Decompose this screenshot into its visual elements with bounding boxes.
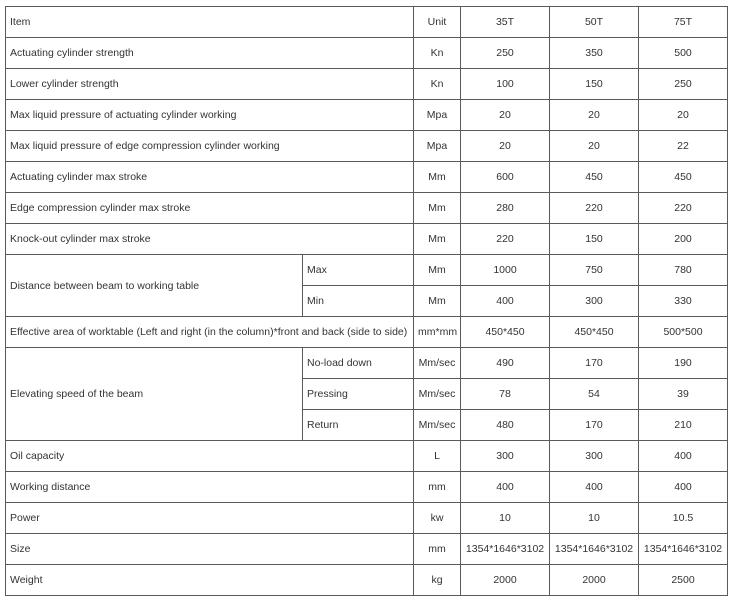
table-row xyxy=(6,100,728,131)
cell-value: 170 xyxy=(550,348,639,379)
row-unit: kg xyxy=(414,565,461,596)
cell-value: 20 xyxy=(461,131,550,162)
header-row xyxy=(6,7,728,38)
cell-value: 400 xyxy=(461,472,550,503)
cell-value: 54 xyxy=(550,379,639,410)
table-row xyxy=(6,565,728,596)
table-row xyxy=(6,348,728,379)
sub-label: Return xyxy=(303,410,414,441)
cell-value: 200 xyxy=(639,224,728,255)
row-label: Knock-out cylinder max stroke xyxy=(6,224,414,255)
cell-value: 10 xyxy=(550,503,639,534)
row-unit: mm xyxy=(414,534,461,565)
cell-value: 1354*1646*3102 xyxy=(461,534,550,565)
sub-label: No-load down xyxy=(303,348,414,379)
row-label: Size xyxy=(6,534,414,565)
row-unit: Mm/sec xyxy=(414,379,461,410)
row-label: Oil capacity xyxy=(6,441,414,472)
cell-value: 1354*1646*3102 xyxy=(550,534,639,565)
cell-value: 150 xyxy=(550,224,639,255)
row-label: Actuating cylinder strength xyxy=(6,38,414,69)
table-row xyxy=(6,131,728,162)
cell-value: 300 xyxy=(550,286,639,317)
cell-value: 1000 xyxy=(461,255,550,286)
table-row xyxy=(6,503,728,534)
cell-value: 220 xyxy=(639,193,728,224)
row-label: Lower cylinder strength xyxy=(6,69,414,100)
cell-value: 20 xyxy=(550,131,639,162)
cell-value: 190 xyxy=(639,348,728,379)
sub-label: Pressing xyxy=(303,379,414,410)
row-unit: kw xyxy=(414,503,461,534)
row-unit: Mm xyxy=(414,224,461,255)
cell-value: 2000 xyxy=(461,565,550,596)
cell-value: 780 xyxy=(639,255,728,286)
table-row xyxy=(6,255,728,286)
sub-label: Max xyxy=(303,255,414,286)
row-unit: mm*mm xyxy=(414,317,461,348)
row-unit: Mm xyxy=(414,286,461,317)
cell-value: 20 xyxy=(550,100,639,131)
elevating-label: Elevating speed of the beam xyxy=(6,348,303,441)
cell-value: 10 xyxy=(461,503,550,534)
table-row xyxy=(6,69,728,100)
row-label: Weight xyxy=(6,565,414,596)
cell-value: 450 xyxy=(639,162,728,193)
table-row xyxy=(6,38,728,69)
table-row xyxy=(6,193,728,224)
cell-value: 39 xyxy=(639,379,728,410)
cell-value: 210 xyxy=(639,410,728,441)
cell-value: 450*450 xyxy=(550,317,639,348)
cell-value: 400 xyxy=(550,472,639,503)
cell-value: 400 xyxy=(461,286,550,317)
row-label: Max liquid pressure of edge compression cylinder working xyxy=(6,131,414,162)
row-label: Working distance xyxy=(6,472,414,503)
header-model-50t: 50T xyxy=(550,7,639,38)
row-unit: Mpa xyxy=(414,100,461,131)
cell-value: 22 xyxy=(639,131,728,162)
cell-value: 490 xyxy=(461,348,550,379)
cell-value: 250 xyxy=(639,69,728,100)
cell-value: 750 xyxy=(550,255,639,286)
cell-value: 450 xyxy=(550,162,639,193)
table-row xyxy=(6,441,728,472)
cell-value: 1354*1646*3102 xyxy=(639,534,728,565)
cell-value: 220 xyxy=(550,193,639,224)
row-unit: Mm xyxy=(414,162,461,193)
cell-value: 400 xyxy=(639,472,728,503)
row-unit: L xyxy=(414,441,461,472)
row-unit: Mm/sec xyxy=(414,348,461,379)
table-row xyxy=(6,472,728,503)
row-unit: Mm xyxy=(414,255,461,286)
cell-value: 600 xyxy=(461,162,550,193)
cell-value: 350 xyxy=(550,38,639,69)
spec-table xyxy=(5,6,728,596)
row-unit: Kn xyxy=(414,69,461,100)
cell-value: 150 xyxy=(550,69,639,100)
cell-value: 400 xyxy=(639,441,728,472)
cell-value: 480 xyxy=(461,410,550,441)
row-label: Actuating cylinder max stroke xyxy=(6,162,414,193)
row-unit: Mpa xyxy=(414,131,461,162)
cell-value: 20 xyxy=(461,100,550,131)
row-unit: Mm xyxy=(414,193,461,224)
cell-value: 500*500 xyxy=(639,317,728,348)
cell-value: 330 xyxy=(639,286,728,317)
row-label: Edge compression cylinder max stroke xyxy=(6,193,414,224)
table-row xyxy=(6,224,728,255)
row-unit: mm xyxy=(414,472,461,503)
cell-value: 10.5 xyxy=(639,503,728,534)
cell-value: 300 xyxy=(461,441,550,472)
table-row xyxy=(6,534,728,565)
cell-value: 100 xyxy=(461,69,550,100)
row-unit: Mm/sec xyxy=(414,410,461,441)
header-item: Item xyxy=(6,7,414,38)
cell-value: 2500 xyxy=(639,565,728,596)
distance-label: Distance between beam to working table xyxy=(6,255,303,317)
cell-value: 20 xyxy=(639,100,728,131)
cell-value: 170 xyxy=(550,410,639,441)
header-model-75t: 75T xyxy=(639,7,728,38)
cell-value: 78 xyxy=(461,379,550,410)
sub-label: Min xyxy=(303,286,414,317)
cell-value: 220 xyxy=(461,224,550,255)
table-row xyxy=(6,162,728,193)
header-model-35t: 35T xyxy=(461,7,550,38)
row-label: Max liquid pressure of actuating cylinder working xyxy=(6,100,414,131)
cell-value: 450*450 xyxy=(461,317,550,348)
cell-value: 250 xyxy=(461,38,550,69)
table-row xyxy=(6,317,728,348)
cell-value: 2000 xyxy=(550,565,639,596)
row-unit: Kn xyxy=(414,38,461,69)
cell-value: 300 xyxy=(550,441,639,472)
cell-value: 500 xyxy=(639,38,728,69)
cell-value: 280 xyxy=(461,193,550,224)
row-label: Power xyxy=(6,503,414,534)
header-unit: Unit xyxy=(414,7,461,38)
row-label: Effective area of worktable (Left and right (in the column)*front and back (side to side) xyxy=(6,317,414,348)
